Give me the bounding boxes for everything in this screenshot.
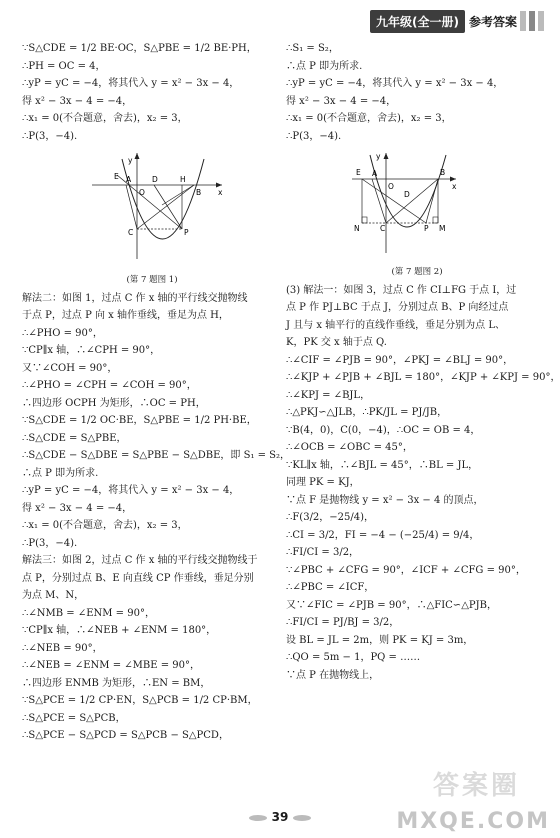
text-line: K，PK 交 x 轴于点 Q. [286,337,387,348]
text-line: ∴P(3，−4). [22,537,78,549]
left-column [22,40,291,745]
text-line: ∴x₁ = 0(不合题意，舍去)，x₂ = 3， [22,113,188,124]
fig2-label-A: A [372,169,378,178]
text-line: 点 P 作 PJ⊥BC 于点 J，分别过点 B、P 向经过点 [286,302,509,313]
text-line: ∵B(4，0)，C(0，−4)，∴OC = OB = 4， [286,424,481,436]
text-line: ∵CP∥x 轴，∴∠NEB + ∠ENM = 180°， [22,625,217,636]
text-line: ∴∠PHO = 90°， [22,327,103,339]
text-line: ∴F(3/2，−25/4)， [286,512,375,523]
text-line: ∴∠KJP + ∠PJB + ∠BJL = 180°，∠KJP + ∠KPJ = 90°， [286,372,560,383]
page-number: 39 [271,810,289,824]
text-line: ∴∠NMB = ∠ENM = 90°， [22,607,155,619]
text-line: J 且与 x 轴平行的直线作垂线，垂足分别为点 L、 [286,319,506,331]
text-line: ∴∠CIF = ∠PJB = 90°，∠PKJ = ∠BLJ = 90°， [286,354,514,366]
fig2-label-P: P [424,224,429,233]
figure-1 [22,149,282,272]
watermark-cn: 答案圈 [432,771,520,801]
text-line: ∴CI = 3/2，FI = −4 − (−25/4) = 9/4， [286,529,480,541]
figure-1-caption: (第 7 题图 1) [126,274,178,285]
text-line: ∵点 P 在抛物线上， [286,669,380,681]
fig1-label-O: O [139,188,145,197]
text-line: ∴四边形 ENMB 为矩形，∴EN = BM， [22,677,211,689]
text-line: 得 x² − 3x − 4 = −4， [22,502,133,514]
fig2-label-B: B [440,168,446,177]
header-decoration [529,11,535,31]
text-line: ∴S△CDE = S△PBE， [22,432,127,444]
watermark: MXQE.COM [396,809,550,834]
text-line: 点 P，分别过点 B、E 向直线 CP 作垂线，垂足分别 [22,572,254,584]
text-line: 得 x² − 3x − 4 = −4， [22,95,133,107]
fig2-label-E: E [356,168,361,177]
text-line: 解法二：如图 1，过点 C 作 x 轴的平行线交抛物线 [22,292,248,304]
text-line: ∴QO = 5m − 1，PQ = …… [286,652,421,663]
header-decoration [520,11,526,31]
fig1-label-D: D [152,175,158,184]
page-header [370,8,544,34]
fig1-label-H: H [180,175,186,184]
text-line: ∴∠OCB = ∠OBC = 45°， [286,442,413,453]
text-line: ∴∠KPJ = ∠BJL， [286,389,371,401]
figure-2 [286,149,548,264]
text-line: ∵点 F 是抛物线 y = x² − 3x − 4 的顶点， [286,494,484,506]
text-line: 同理 PK = KJ， [286,477,360,488]
text-line: ∴PH = OC = 4， [22,60,106,72]
text-line: ∴P(3，−4). [286,130,342,142]
text-line: ∴点 P 即为所求. [286,60,363,72]
fig1-label-E: E [114,172,119,181]
header-decoration [538,11,544,31]
text-line: 于点 P，过点 P 向 x 轴作垂线，垂足为点 H， [22,310,229,321]
text-line: ∴点 P 即为所求. [22,467,99,479]
text-line: ∵KL∥x 轴，∴∠BJL = 45°，∴BL = JL， [286,459,479,471]
text-line: ∴x₁ = 0(不合题意，舍去)，x₂ = 3， [286,113,452,124]
text-line: 得 x² − 3x − 4 = −4， [286,95,397,107]
fig1-label-x: x [218,188,223,197]
text-line: 又∵∠FIC = ∠PJB = 90°，∴△FIC∽△PJB， [286,599,497,611]
text-line: (3) 解法一：如图 3，过点 C 作 CI⊥FG 于点 I，过 [286,284,517,296]
text-line: ∴S△PCE = S△PCB， [22,712,126,724]
text-line: ∵∠PBC + ∠CFG = 90°，∠ICF + ∠CFG = 90°， [286,564,526,576]
text-line: ∴△PKJ∽△JLB，∴PK/JL = PJ/JB， [286,407,448,418]
figure-1-diagram [22,149,282,265]
fig2-label-x: x [452,182,457,191]
leaf-decoration-icon [249,815,267,821]
text-line: ∴∠PHO = ∠CPH = ∠COH = 90°， [22,380,197,391]
text-line: 解法三：如图 2，过点 C 作 x 轴的平行线交抛物线于 [22,555,258,566]
text-line: ∴∠NEB = ∠ENM = ∠MBE = 90°， [22,660,201,671]
fig2-label-O: O [388,182,394,191]
text-line: ∵S△PCE = 1/2 CP·EN，S△PCB = 1/2 CP·BM， [22,695,258,706]
fig1-label-B: B [196,188,202,197]
text-line: ∴x₁ = 0(不合题意，舍去)，x₂ = 3， [22,520,188,531]
text-line: ∴∠PBC = ∠ICF， [286,582,375,593]
header-title: 参考答案 [468,14,517,29]
text-line: ∴yP = yC = −4，将其代入 y = x² − 3x − 4， [22,485,240,496]
fig1-label-C: C [128,228,134,237]
text-line: ∴S△CDE − S△DBE = S△PBE − S△DBE，即 S₁ = S₂， [22,450,291,461]
fig2-label-M: M [439,224,446,233]
text-line: ∴S△PCE − S△PCD = S△PCB − S△PCD， [22,730,229,741]
text-line: ∴∠NEB = 90°， [22,642,103,654]
text-line: ∴四边形 OCPH 为矩形，∴OC = PH， [22,397,206,409]
text-line: ∴yP = yC = −4，将其代入 y = x² − 3x − 4， [22,78,240,89]
right-column [286,40,560,684]
fig2-label-y: y [376,152,381,161]
text-line: ∴S₁ = S₂， [286,43,339,54]
text-line: 设 BL = JL = 2m，则 PK = KJ = 3m， [286,634,474,646]
fig1-label-A: A [126,175,132,184]
fig2-label-N: N [354,224,360,233]
text-line: 又∵∠COH = 90°， [22,362,118,374]
text-line: ∵CP∥x 轴，∴∠CPH = 90°， [22,345,161,356]
fig1-label-P: P [184,228,189,237]
fig1-label-y: y [128,156,133,165]
fig2-label-D: D [404,190,410,199]
header-grade: 九年级(全一册) [370,10,465,33]
text-line: ∵S△CDE = 1/2 OC·BE，S△PBE = 1/2 PH·BE， [22,415,257,426]
text-line: 为点 M、N， [22,590,85,601]
leaf-decoration-icon [293,815,311,821]
text-line: ∴FI/CI = 3/2， [286,547,360,558]
text-line: ∴P(3，−4). [22,130,78,142]
text-line: ∴yP = yC = −4，将其代入 y = x² − 3x − 4， [286,78,504,89]
text-line: ∴FI/CI = PJ/BJ = 3/2， [286,617,400,628]
fig2-label-C: C [380,224,386,233]
figure-2-caption: (第 7 题图 2) [391,266,443,277]
figure-2-diagram [286,149,548,257]
text-line: ∵S△CDE = 1/2 BE·OC，S△PBE = 1/2 BE·PH， [22,43,257,54]
